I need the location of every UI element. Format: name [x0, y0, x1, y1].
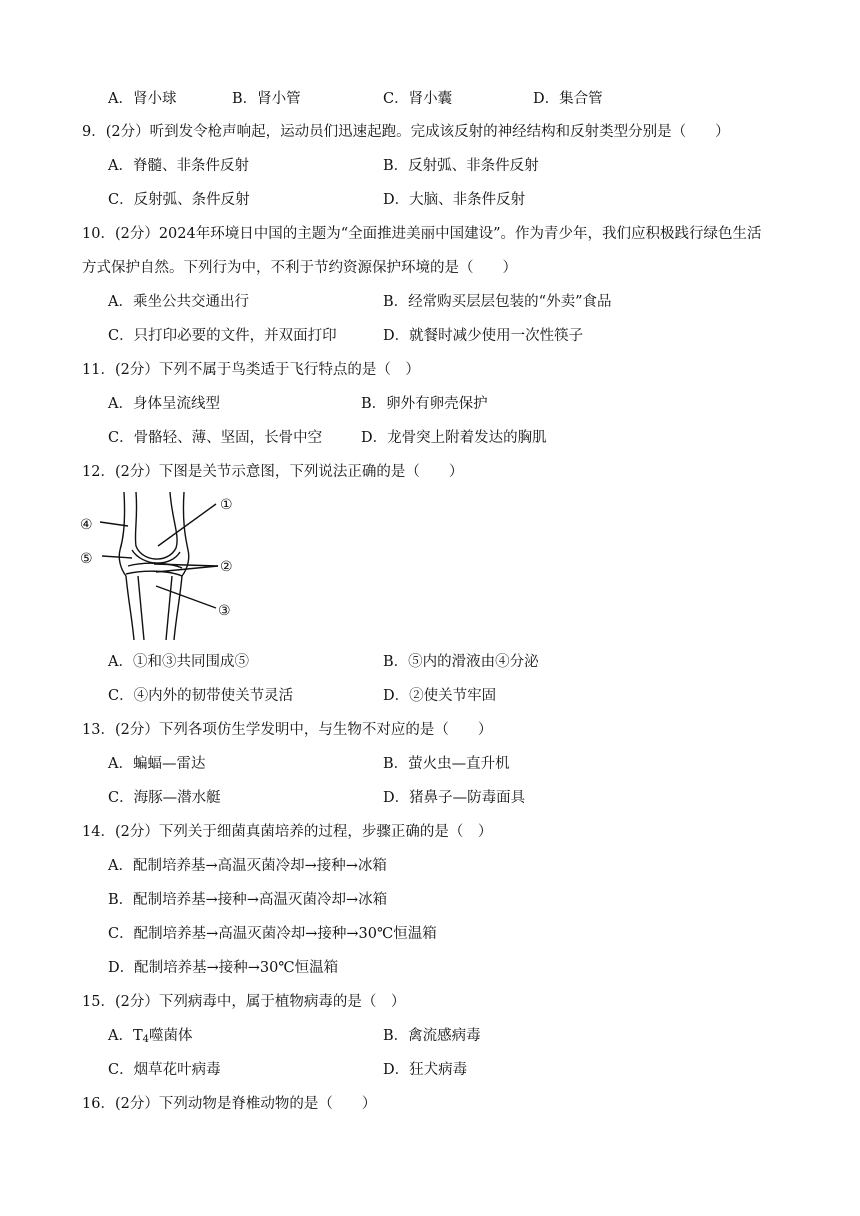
q10-stem-line2: 方式保护自然。下列行为中，不利于节约资源保护环境的是（ ）: [82, 260, 517, 276]
q10-option-a: A．乘坐公共交通出行: [108, 294, 249, 310]
q11-option-b: B．卵外有卵壳保护: [361, 396, 488, 412]
joint-capsule-left: [119, 550, 126, 576]
q16-stem: 16．(2分）下列动物是脊椎动物的是（ ）: [82, 1096, 377, 1112]
q12-option-b: B．⑤内的滑液由④分泌: [383, 654, 539, 670]
lower-bone-left-edge: [126, 576, 134, 640]
leader-line-5: [102, 556, 132, 558]
q8-option-b: B．肾小管: [232, 91, 301, 107]
lower-bone-inner-right: [166, 576, 172, 640]
q8-option-c: C．肾小囊: [383, 91, 453, 107]
upper-bone-right-edge: [183, 492, 188, 550]
q9-option-d: D．大脑、非条件反射: [383, 192, 526, 208]
q13-option-c: C．海豚—潜水艇: [108, 790, 221, 806]
q11-stem: 11．(2分）下列不属于鸟类适于飞行特点的是（ ）: [82, 362, 420, 378]
q12-stem: 12．(2分）下图是关节示意图，下列说法正确的是（ ）: [82, 464, 464, 480]
diagram-label-4: ④: [80, 517, 93, 533]
q8-option-d: D．集合管: [533, 91, 603, 107]
q10-option-b: B．经常购买层层包装的“外卖”食品: [383, 294, 612, 310]
leader-line-3: [156, 586, 216, 608]
articular-cartilage-lower: [126, 571, 182, 576]
q9-option-b: B．反射弧、非条件反射: [383, 158, 539, 174]
q15-option-d: D．狂犬病毒: [383, 1062, 468, 1078]
q15-option-a-text: 噬菌体: [149, 1028, 193, 1044]
q10-option-d: D．就餐时减少使用一次性筷子: [383, 328, 584, 344]
diagram-label-3: ③: [218, 603, 231, 619]
q15-option-c: C．烟草花叶病毒: [108, 1062, 221, 1078]
lower-bone-inner-left: [138, 576, 144, 640]
diagram-label-2: ②: [220, 559, 233, 575]
q14-option-c: C．配制培养基→高温灭菌冷却→接种→30℃恒温箱: [108, 926, 437, 942]
upper-bone-inner-contour: [135, 492, 177, 559]
upper-bone-left-edge: [120, 492, 125, 550]
leader-line-2a: [154, 564, 218, 566]
q13-option-a: A．蝙蝠—雷达: [108, 756, 206, 772]
q13-option-b: B．萤火虫—直升机: [383, 756, 510, 772]
q8-option-a: A．肾小球: [108, 91, 177, 107]
joint-diagram: [76, 488, 246, 644]
q13-option-d: D．猪鼻子—防毒面具: [383, 790, 526, 806]
q11-option-d: D．龙骨突上附着发达的胸肌: [361, 430, 547, 446]
joint-capsule-right: [182, 550, 189, 576]
lower-bone-right-edge: [174, 576, 182, 640]
q11-option-c: C．骨骼轻、薄、坚固，长骨中空: [108, 430, 323, 446]
q9-option-c: C．反射弧、条件反射: [108, 192, 250, 208]
q14-option-a: A．配制培养基→高温灭菌冷却→接种→冰箱: [108, 858, 387, 874]
q15-option-a-subscript: 4: [142, 1034, 150, 1045]
q9-stem: 9．(2分）听到发令枪声响起，运动员们迅速起跑。完成该反射的神经结构和反射类型分别是（ ）: [82, 124, 730, 140]
q15-option-a: [108, 1026, 193, 1050]
q10-option-c: C．只打印必要的文件，并双面打印: [108, 328, 337, 344]
q14-stem: 14．(2分）下列关于细菌真菌培养的过程，步骤正确的是（ ）: [82, 824, 493, 840]
diagram-label-1: ①: [220, 497, 233, 513]
q15-stem: 15．(2分）下列病毒中，属于植物病毒的是（ ）: [82, 994, 406, 1010]
q10-stem-line1: 10．(2分）2024年环境日中国的主题为“全面推进美丽中国建设”。作为青少年，我们应积极践行绿色生活: [82, 226, 762, 242]
diagram-label-5: ⑤: [80, 551, 93, 567]
q12-option-a: A．①和③共同围成⑤: [108, 654, 249, 670]
q9-option-a: A．脊髓、非条件反射: [108, 158, 249, 174]
q11-option-a: A．身体呈流线型: [108, 396, 220, 412]
q14-option-d: D．配制培养基→接种→30℃恒温箱: [108, 960, 339, 976]
leader-line-1: [158, 504, 216, 546]
q14-option-b: B．配制培养基→接种→高温灭菌冷却→冰箱: [108, 892, 388, 908]
q15-option-b: B．禽流感病毒: [383, 1028, 481, 1044]
q12-option-d: D．②使关节牢固: [383, 688, 497, 704]
q12-option-c: C．④内外的韧带使关节灵活: [108, 688, 294, 704]
q15-option-a-prefix: A．T: [108, 1028, 143, 1044]
q13-stem: 13．(2分）下列各项仿生学发明中，与生物不对应的是（ ）: [82, 722, 493, 738]
